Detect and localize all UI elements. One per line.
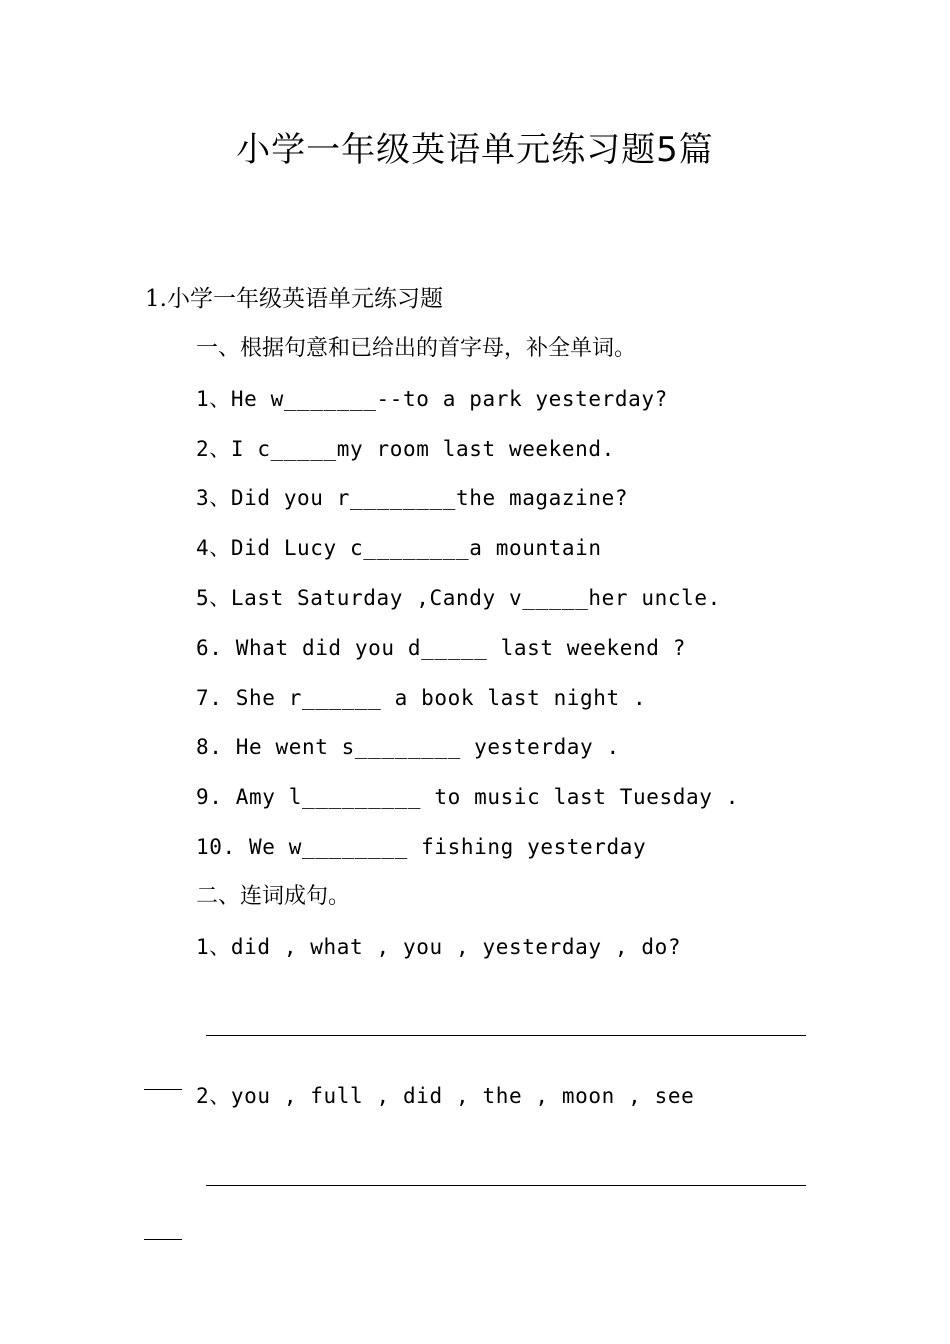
exercise-body (196, 332, 836, 1229)
fill-in-item-1: 1、He w_______--to a park yesterday? (196, 386, 668, 411)
fill-in-item-3: 3、Did you r________the magazine? (196, 486, 629, 511)
document-title: 小学一年级英语单元练习题5篇 (236, 130, 714, 170)
fill-in-item-4: 4、Did Lucy c________a mountain (196, 536, 602, 561)
fill-in-item-2: 2、I c_____my room last weekend. (196, 436, 615, 461)
fill-in-item-6: 6. What did you d_____ last weekend ? (196, 635, 686, 660)
fill-in-item-5: 5、Last Saturday ,Candy v_____her uncle. (196, 585, 721, 610)
fill-in-item-7: 7. She r______ a book last night . (196, 685, 647, 710)
part2-heading: 二、连词成句。 (196, 883, 351, 909)
answer-line (206, 1035, 806, 1036)
sentence-item-1: 1、did , what , you , yesterday , do? (196, 934, 682, 959)
answer-area-2 (196, 1129, 836, 1229)
answer-area-1 (196, 979, 836, 1079)
part1-heading: 一、根据句意和已给出的首字母，补全单词。 (196, 336, 637, 361)
answer-line-continuation (144, 1089, 182, 1090)
fill-in-item-10: 10. We w________ fishing yesterday (196, 834, 647, 859)
answer-line (206, 1185, 806, 1186)
sentence-item-2: 2、you , full , did , the , moon , see (196, 1084, 695, 1109)
fill-in-item-9: 9. Amy l_________ to music last Tuesday . (196, 785, 739, 810)
answer-line-continuation (144, 1239, 182, 1240)
fill-in-item-8: 8. He went s________ yesterday . (196, 735, 620, 760)
section-heading: 1.小学一年级英语单元练习题 (145, 286, 443, 312)
